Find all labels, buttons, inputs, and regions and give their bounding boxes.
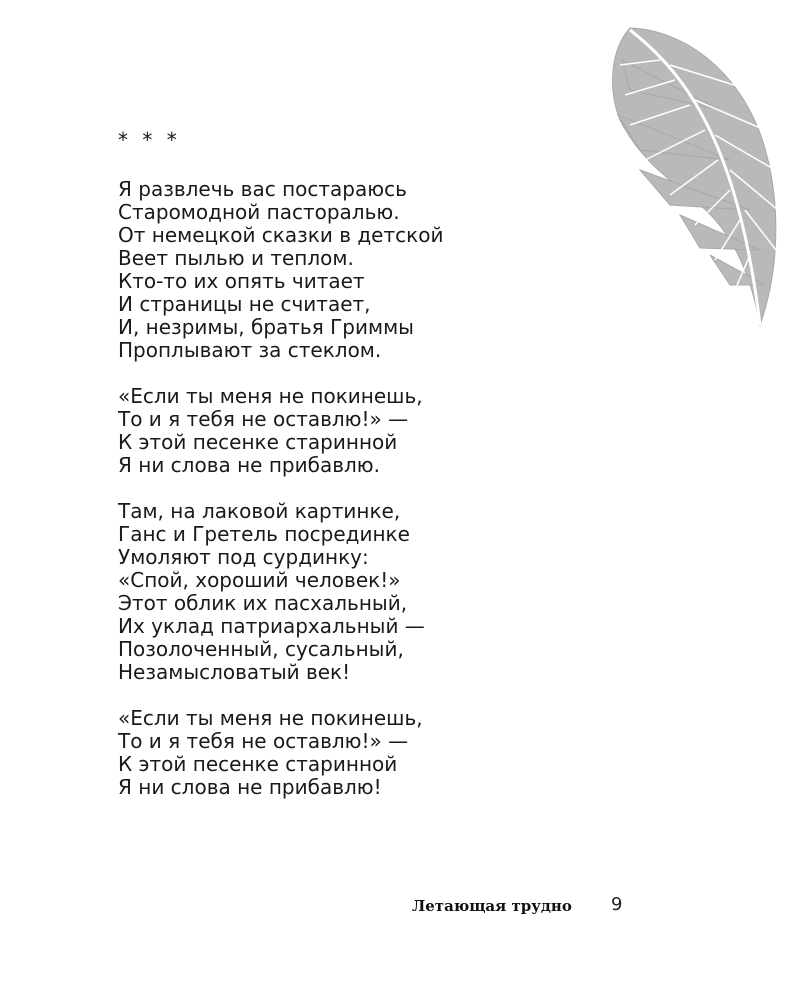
poem-line: И, незримы, братья Гриммы bbox=[118, 315, 414, 339]
poem-line: Старомодной пасторалью. bbox=[118, 200, 400, 224]
page-number: 9 bbox=[611, 894, 623, 915]
feather-icon bbox=[600, 20, 790, 330]
poem-line: Незамысловатый век! bbox=[118, 660, 351, 684]
poem-line: Умоляют под сурдинку: bbox=[118, 545, 369, 569]
poem-line: То и я тебя не оставлю!» — bbox=[118, 407, 409, 431]
poem-line: Я развлечь вас постараюсь bbox=[118, 177, 407, 201]
stanza-2 bbox=[118, 385, 578, 477]
poem-line: Их уклад патриархальный — bbox=[118, 614, 425, 638]
poem-line: Проплывают за стеклом. bbox=[118, 338, 382, 362]
poem-line: Кто-то их опять читает bbox=[118, 269, 365, 293]
poem-line: Я ни слова не прибавлю! bbox=[118, 775, 382, 799]
poem bbox=[118, 178, 578, 822]
poem-line: Ганс и Гретель посрединке bbox=[118, 522, 410, 546]
poem-line: Я ни слова не прибавлю. bbox=[118, 453, 380, 477]
poem-line: От немецкой сказки в детской bbox=[118, 223, 444, 247]
poem-line: «Если ты меня не покинешь, bbox=[118, 384, 423, 408]
poem-line: «Если ты меня не покинешь, bbox=[118, 706, 423, 730]
poem-line: Там, на лаковой картинке, bbox=[118, 499, 401, 523]
running-footer-title: Летающая трудно bbox=[412, 897, 572, 915]
poem-line: Позолоченный, сусальный, bbox=[118, 637, 404, 661]
stanza-4 bbox=[118, 707, 578, 799]
poem-line: К этой песенке старинной bbox=[118, 430, 398, 454]
stanza-3 bbox=[118, 500, 578, 684]
poem-line: «Спой, хороший человек!» bbox=[118, 568, 401, 592]
poem-line: То и я тебя не оставлю!» — bbox=[118, 729, 409, 753]
poem-line: Этот облик их пасхальный, bbox=[118, 591, 408, 615]
stanza-1 bbox=[118, 178, 578, 362]
poem-line: К этой песенке старинной bbox=[118, 752, 398, 776]
poem-line: Веет пылью и теплом. bbox=[118, 246, 354, 270]
stanza-separator: * * * bbox=[118, 128, 181, 152]
poem-line: И страницы не считает, bbox=[118, 292, 371, 316]
